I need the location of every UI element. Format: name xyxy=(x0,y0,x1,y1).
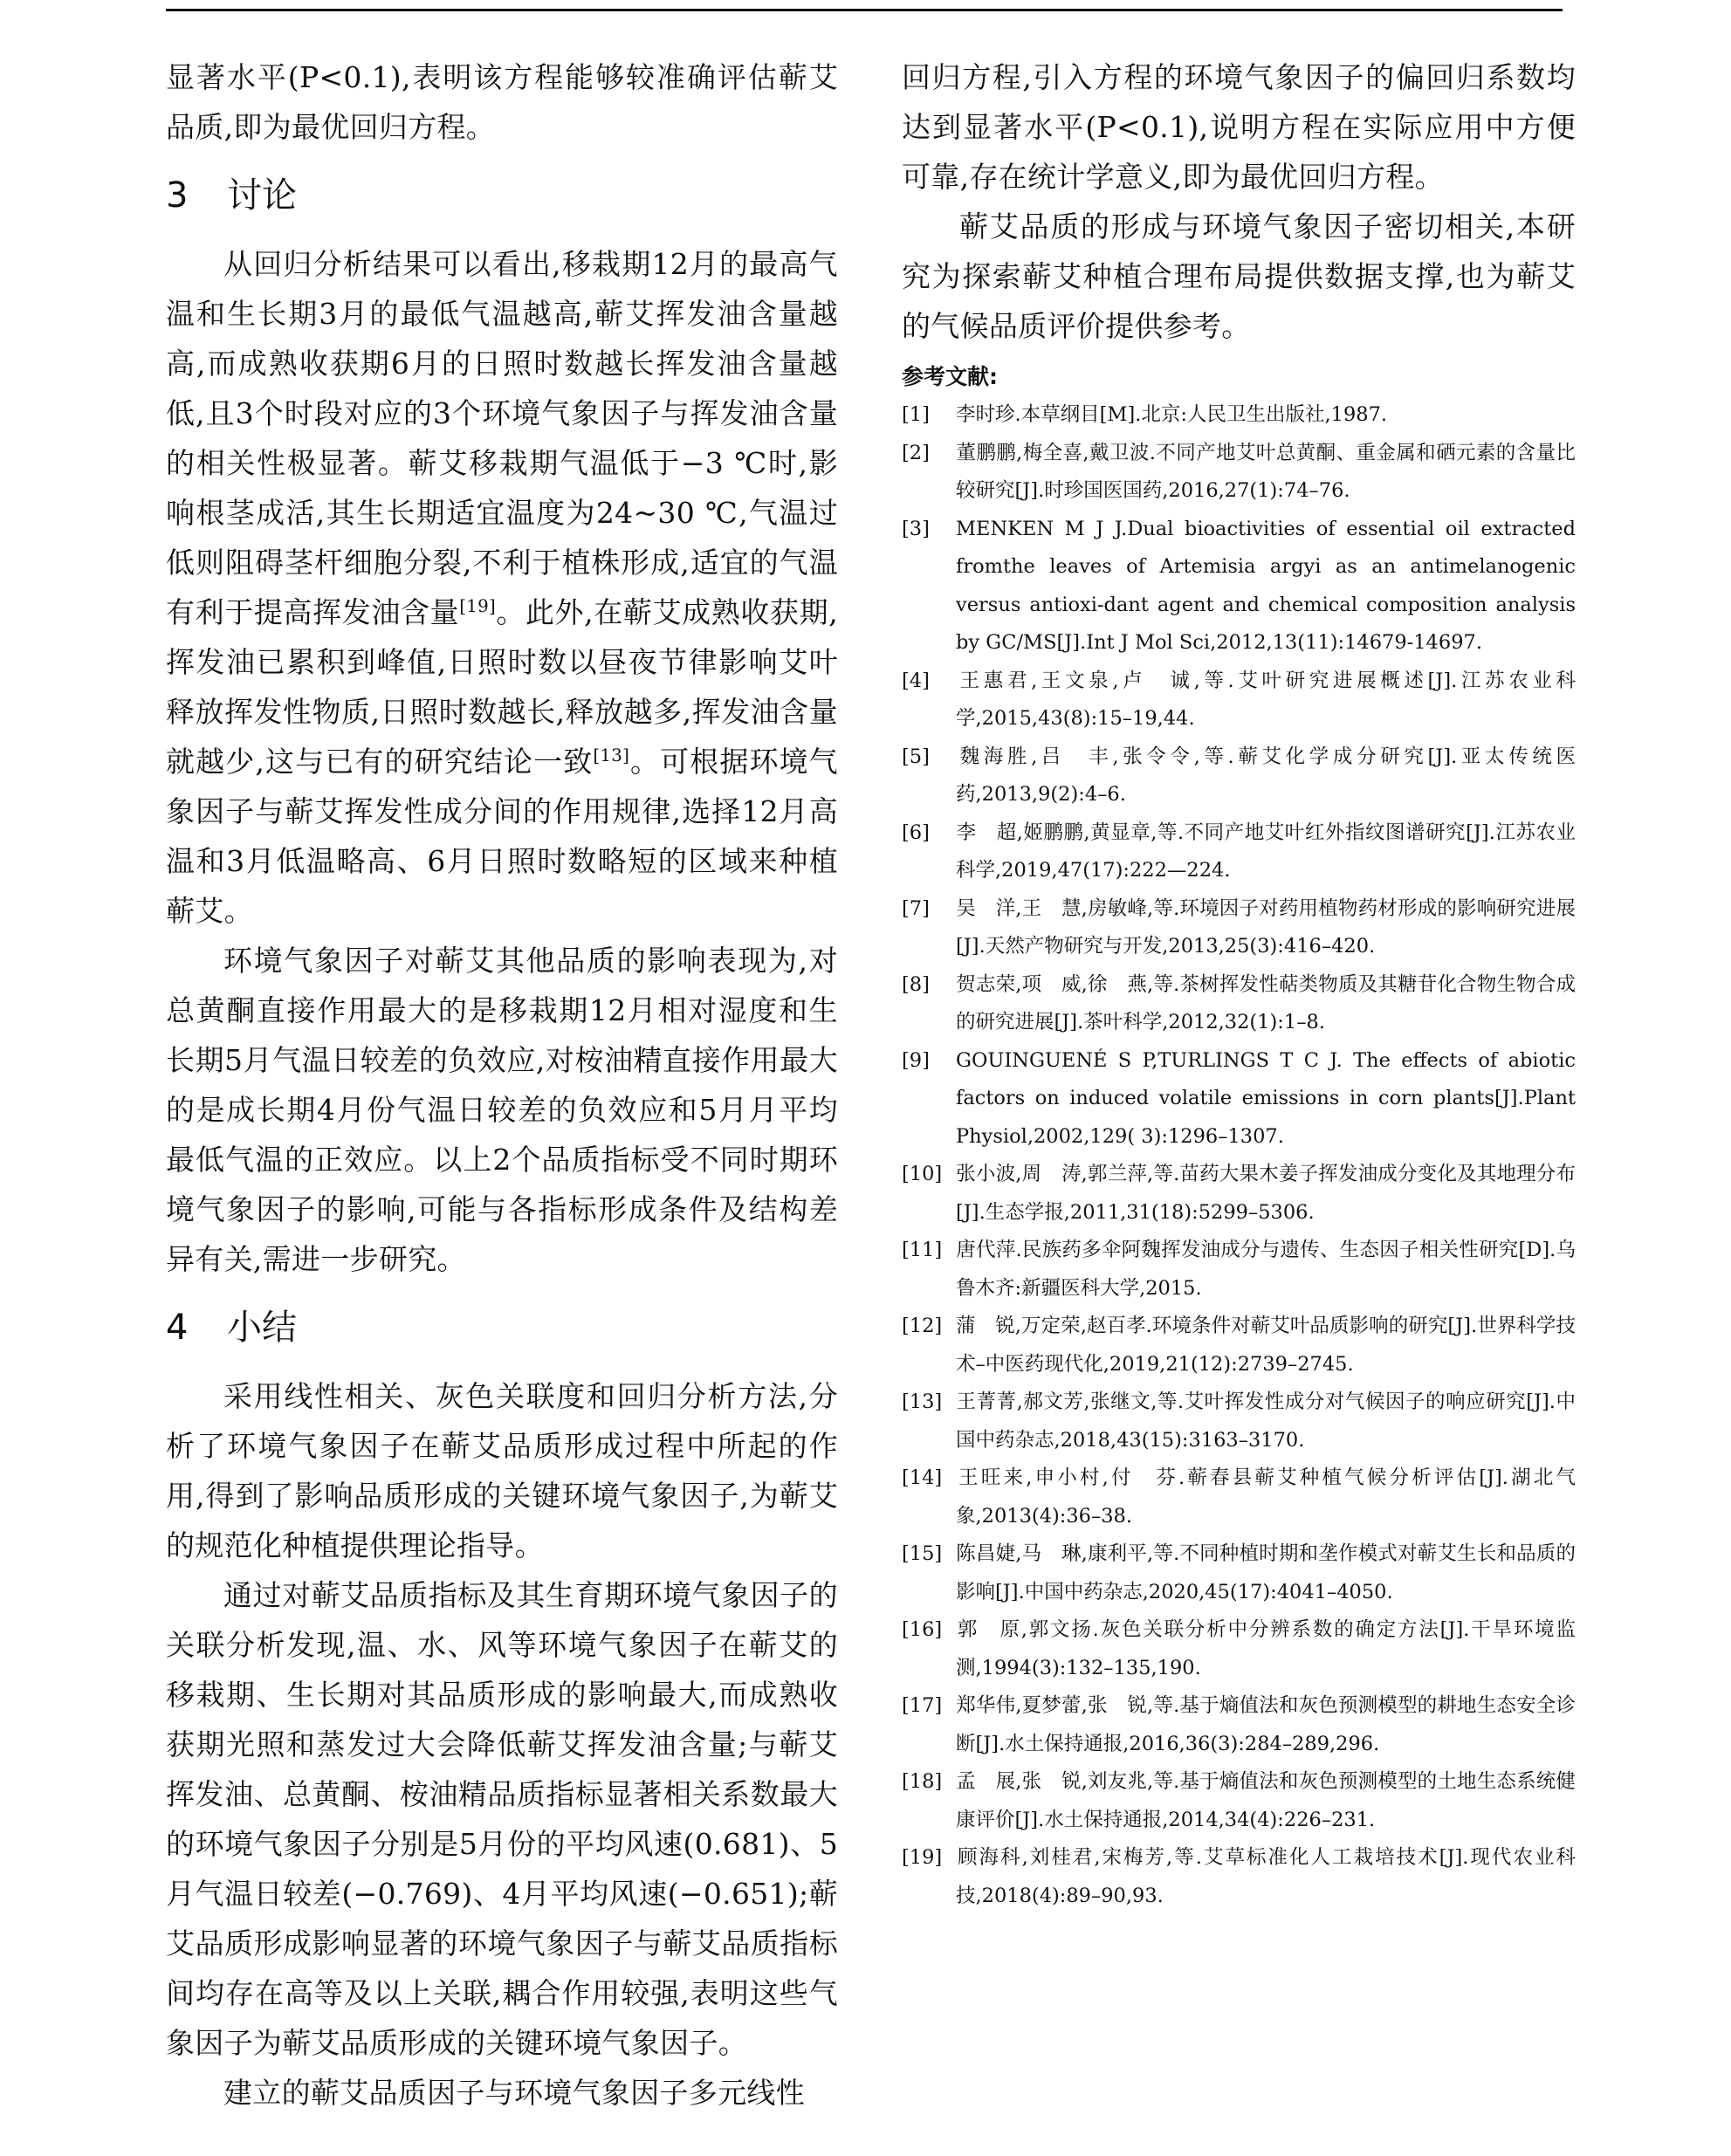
reference-number: [10] xyxy=(902,1163,943,1185)
reference-number: [1] xyxy=(902,403,930,426)
reference-text: 郭 原,郭文扬.灰色关联分析中分辨系数的确定方法[J].干旱环境监测,1994(3):132–135,190. xyxy=(956,1618,1576,1679)
reference-text: 王惠君,王文泉,卢 诚,等.艾叶研究进展概述[J].江苏农业科学,2015,43(8):15–19,44. xyxy=(956,669,1576,730)
reference-text: 蒲 锐,万定荣,赵百孝.环境条件对蕲艾叶品质影响的研究[J].世界科学技术–中医药现代化,2019,21(12):2739–2745. xyxy=(956,1315,1576,1376)
reference-item xyxy=(902,890,1576,966)
reference-item xyxy=(902,396,1576,435)
reference-text: 董鹏鹏,梅全喜,戴卫波.不同产地艾叶总黄酮、重金属和硒元素的含量比较研究[J].时珍国医国药,2016,27(1):74–76. xyxy=(956,441,1576,502)
reference-item xyxy=(902,1042,1576,1157)
reference-item xyxy=(902,1839,1576,1915)
reference-item xyxy=(902,1535,1576,1611)
reference-number: [2] xyxy=(902,441,930,464)
section-title: 小结 xyxy=(227,1308,297,1348)
reference-text: 郑华伟,夏梦蕾,张 锐,等.基于熵值法和灰色预测模型的耕地生态安全诊断[J].水土保持通报,2016,36(3):284–289,296. xyxy=(956,1694,1576,1755)
reference-item xyxy=(902,966,1576,1042)
reference-item xyxy=(902,1763,1576,1839)
reference-text: MENKEN M J J.Dual bioactivities of essential oil extracted fromthe leaves of Artemisia argyi as an antimelanogenic versus antioxi-dant agent and chemical composition analysis by GC/MS[J].Int J Mol Sci,2012,13(11):14679-14697. xyxy=(956,517,1576,654)
reference-item xyxy=(902,663,1576,738)
paragraph-continued: 显著水平(P<0.1),表明该方程能够较准确评估蕲艾品质,即为最优回归方程。 xyxy=(166,60,838,144)
reference-text: GOUINGUENÉ S P,TURLINGS T C J. The effects of abiotic factors on induced volatile emissions in corn plants[J].Plant Physiol,2002,129( 3):1296–1307. xyxy=(956,1048,1576,1148)
section-number: 4 xyxy=(166,1308,189,1348)
citation-19[interactable]: [19] xyxy=(459,596,496,616)
reference-number: [8] xyxy=(902,972,930,996)
reference-item xyxy=(902,435,1576,511)
left-column xyxy=(166,52,838,2118)
reference-number: [5] xyxy=(902,745,930,768)
reference-number: [19] xyxy=(902,1846,943,1869)
reference-number: [11] xyxy=(902,1239,943,1261)
reference-item xyxy=(902,1384,1576,1459)
section-heading-discussion xyxy=(166,168,838,223)
text-span: 。可根据环境气象因子与蕲艾挥发性成分间的作用规律,选择12月高温和3月低温略高、6月日照时数略短的区域来种植蕲艾。 xyxy=(166,745,838,928)
reference-number: [3] xyxy=(902,517,930,540)
reference-item xyxy=(902,1459,1576,1535)
reference-item xyxy=(902,814,1576,890)
reference-number: [13] xyxy=(902,1390,943,1413)
reference-text: 吴 洋,王 慧,房敏峰,等.环境因子对药用植物药材形成的影响研究进展[J].天然产物研究与开发,2013,25(3):416–420. xyxy=(956,896,1576,958)
reference-item xyxy=(902,1687,1576,1763)
section-title: 讨论 xyxy=(227,175,297,216)
right-column xyxy=(902,52,1576,1915)
reference-item xyxy=(902,1232,1576,1308)
section-heading-summary xyxy=(166,1300,838,1356)
discussion-paragraph-2: 环境气象因子对蕲艾其他品质的影响表现为,对总黄酮直接作用最大的是移栽期12月相对湿度和生长期5月气温日较差的负效应,对桉油精直接作用最大的是成长期4月份气温日较差的负效应和5月月平均最低气温的正效应。以上2个品质指标受不同时期环境气象因子的影响,可能与各指标形成条件及结构差异有关,需进一步研究。 xyxy=(166,944,838,1276)
reference-text: 张小波,周 涛,郭兰萍,等.苗药大果木姜子挥发油成分变化及其地理分布[J].生态学报,2011,31(18):5299–5306. xyxy=(956,1163,1576,1224)
reference-text: 贺志荣,项 威,徐 燕,等.茶树挥发性萜类物质及其糖苷化合物生物合成的研究进展[J].茶叶科学,2012,32(1):1–8. xyxy=(956,972,1576,1033)
reference-item xyxy=(902,511,1576,663)
summary-paragraph-4: 蕲艾品质的形成与环境气象因子密切相关,本研究为探索蕲艾种植合理布局提供数据支撑,也为蕲艾的气候品质评价提供参考。 xyxy=(902,209,1576,343)
reference-number: [7] xyxy=(902,896,930,920)
reference-text: 李 超,姬鹏鹏,黄显章,等.不同产地艾叶红外指纹图谱研究[J].江苏农业科学,2019,47(17):222—224. xyxy=(956,821,1576,882)
reference-number: [16] xyxy=(902,1618,943,1641)
reference-item xyxy=(902,738,1576,814)
reference-item xyxy=(902,1611,1576,1687)
summary-paragraph-2: 通过对蕲艾品质指标及其生育期环境气象因子的关联分析发现,温、水、风等环境气象因子在蕲艾的移栽期、生长期对其品质形成的影响最大,而成熟收获期光照和蒸发过大会降低蕲艾挥发油含量;与蕲艾挥发油、总黄酮、桉油精品质指标显著相关系数最大的环境气象因子分别是5月份的平均风速(0.681)、5月气温日较差(−0.769)、4月平均风速(−0.651);蕲艾品质形成影响显著的环境气象因子与蕲艾品质指标间均存在高等及以上关联,耦合作用较强,表明这些气象因子为蕲艾品质形成的关键环境气象因子。 xyxy=(166,1578,838,2060)
summary-paragraph-3: 建立的蕲艾品质因子与环境气象因子多元线性 xyxy=(223,2076,805,2110)
reference-text: 顾海科,刘桂君,宋梅芳,等.艾草标准化人工栽培技术[J].现代农业科技,2018(4):89–90,93. xyxy=(956,1846,1576,1907)
references-title: 参考文献: xyxy=(902,364,998,389)
reference-number: [9] xyxy=(902,1048,930,1072)
reference-number: [18] xyxy=(902,1770,943,1793)
reference-number: [15] xyxy=(902,1542,943,1565)
summary-paragraph-3-continued: 回归方程,引入方程的环境气象因子的偏回归系数均达到显著水平(P<0.1),说明方程在实际应用中方便可靠,存在统计学意义,即为最优回归方程。 xyxy=(902,60,1576,194)
text-span: 从回归分析结果可以看出,移栽期12月的最高气温和生长期3月的最低气温越高,蕲艾挥发油含量越高,而成熟收获期6月的日照时数越长挥发油含量越低,且3个时段对应的3个环境气象因子与挥发油含量的相关性极显著。蕲艾移栽期气温低于−3 ℃时,影响根茎成活,其生长期适宜温度为24~30 ℃,气温过低则阻碍茎杆细胞分裂,不利于植株形成,适宜的气温有利于提高挥发油含量 xyxy=(166,247,838,629)
text-span: 。此外,在蕲艾成熟收获期,挥发油已累积到峰值,日照时数以昼夜节律影响艾叶释放挥发性物质,日照时数越长,释放越多,挥发油含量就越少,这与已有的研究结论一致 xyxy=(166,595,839,779)
reference-number: [14] xyxy=(902,1466,943,1489)
reference-item xyxy=(902,1156,1576,1232)
reference-text: 孟 展,张 锐,刘友兆,等.基于熵值法和灰色预测模型的土地生态系统健康评价[J].水土保持通报,2014,34(4):226–231. xyxy=(956,1770,1576,1831)
summary-paragraph-1: 采用线性相关、灰色关联度和回归分析方法,分析了环境气象因子在蕲艾品质形成过程中所起的作用,得到了影响品质形成的关键环境气象因子,为蕲艾的规范化种植提供理论指导。 xyxy=(166,1379,838,1562)
reference-number: [6] xyxy=(902,821,930,844)
citation-13[interactable]: [13] xyxy=(593,745,630,766)
reference-number: [12] xyxy=(902,1315,943,1337)
discussion-paragraph-1 xyxy=(166,239,838,936)
section-number: 3 xyxy=(166,175,189,216)
reference-item xyxy=(902,1308,1576,1384)
reference-text: 魏海胜,吕 丰,张令令,等.蕲艾化学成分研究[J].亚太传统医药,2013,9(2):4–6. xyxy=(956,745,1576,806)
reference-text: 王旺来,申小村,付 芬.蕲春县蕲艾种植气候分析评估[J].湖北气象,2013(4):36–38. xyxy=(956,1466,1576,1528)
reference-text: 陈昌婕,马 琳,康利平,等.不同种植时期和垄作模式对蕲艾生长和品质的影响[J].中国中药杂志,2020,45(17):4041–4050. xyxy=(956,1542,1576,1603)
reference-text: 王菁菁,郝文芳,张继文,等.艾叶挥发性成分对气候因子的响应研究[J].中国中药杂志,2018,43(15):3163–3170. xyxy=(956,1390,1576,1452)
header-rule xyxy=(166,9,1563,11)
reference-text: 唐代萍.民族药多伞阿魏挥发油成分与遗传、生态因子相关性研究[D].乌鲁木齐:新疆医科大学,2015. xyxy=(956,1239,1576,1300)
reference-number: [17] xyxy=(902,1694,943,1717)
reference-number: [4] xyxy=(902,669,930,692)
reference-list xyxy=(902,396,1576,1915)
reference-text: 李时珍.本草纲目[M].北京:人民卫生出版社,1987. xyxy=(956,403,1388,426)
